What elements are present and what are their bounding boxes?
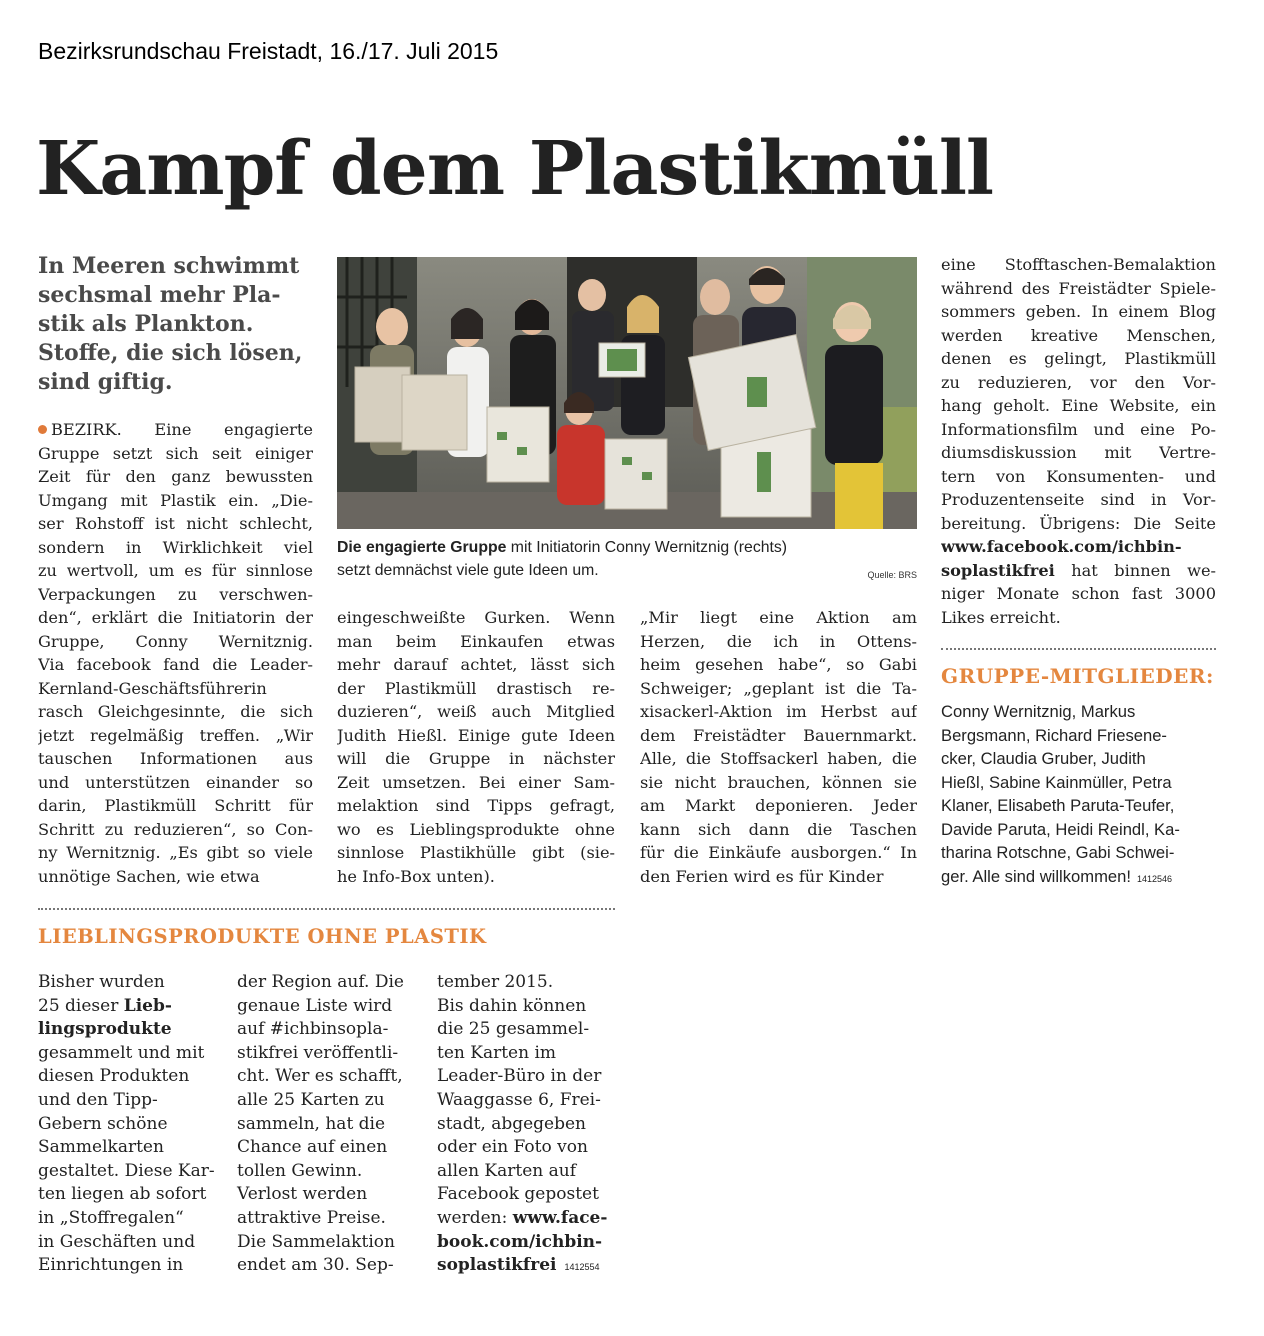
- box-col1-line: in Geschäften und: [38, 1231, 196, 1252]
- box-col2-line: sammeln, hat die: [237, 1113, 386, 1134]
- col2-lines-line: man beim Einkaufen etwas: [337, 631, 615, 651]
- box-col3-line: tember 2015.: [437, 972, 554, 992]
- box-col2-line: Die Sammelaktion: [237, 1231, 395, 1252]
- col2-lines-line: Judith Hießl. Einige gute Ideen: [337, 725, 615, 745]
- box-col1-line: diesen Produkten: [38, 1066, 190, 1087]
- box-col3-line: Bis dahin können: [437, 995, 587, 1016]
- col1-lines-line: Verpackungen zu verschwen-: [38, 584, 313, 604]
- col3-lines-line: Alle, die Stoffsackerl haben, die: [640, 749, 917, 768]
- lead-text: [38, 252, 320, 397]
- box-code: 1412554: [564, 1262, 600, 1273]
- col3-lines-line: kann sich dann die Taschen: [640, 819, 917, 839]
- box-col1-line: Bisher wurden: [38, 972, 165, 992]
- members-lines-line: tharina Rotschne, Gabi Schwei-: [941, 843, 1175, 862]
- col4-lines-line: werden kreative Menschen,: [941, 325, 1216, 345]
- col4-lines-line: diumsdiskussion mit Vertre-: [941, 443, 1216, 462]
- lead-line: sind giftig.: [38, 369, 173, 395]
- box-col2-line: stikfrei veröffentli-: [237, 1042, 399, 1063]
- col4-lines-line: Produzentenseite sind in Vor-: [941, 490, 1216, 509]
- article-column-3: [640, 606, 917, 888]
- col4-lines-line: zu reduzieren, vor den Vor-: [941, 372, 1216, 392]
- box-col3-line: die 25 gesammel-: [437, 1019, 590, 1040]
- members-list: [941, 700, 1221, 891]
- members-lines-line: cker, Claudia Gruber, Judith: [941, 749, 1146, 768]
- headline: Kampf dem Plastikmüll: [36, 126, 994, 212]
- col1-lines-line: unnötige Sachen, wie etwa: [38, 866, 260, 886]
- col3-lines-line: „Mir liegt eine Aktion am: [640, 608, 917, 627]
- box-divider: [38, 908, 615, 910]
- col1-lines-line: darin, Plastikmüll Schritt für: [38, 796, 313, 815]
- col1-lines-line: ny Wernitznig. „Es gibt so viele: [38, 843, 313, 862]
- col4-lines-line: Informationsfilm und eine Po-: [941, 419, 1216, 439]
- col1-lines-line: rasch Gleichgesinnte, die sich: [38, 702, 313, 721]
- col3-lines-line: Schweiger; „geplant ist die Ta-: [640, 678, 917, 698]
- col4-lines-line: denen es gelingt, Plastikmüll: [941, 349, 1216, 368]
- box-col3-line: book.com/ichbin-: [437, 1231, 603, 1252]
- box-col2-line: cht. Wer es schafft,: [237, 1066, 403, 1087]
- col1-lines-line: Umgang mit Plastik ein. „Die-: [38, 490, 313, 510]
- box-col2-line: der Region auf. Die: [237, 972, 404, 992]
- col1-lines-line: Via facebook fand die Leader-: [38, 655, 313, 674]
- col4-lines-line: während des Freistädter Spiele-: [941, 278, 1216, 298]
- members-lines-line: Klaner, Elisabeth Paruta-Teufer,: [941, 796, 1175, 815]
- box-col2-line: attraktive Preise.: [237, 1207, 386, 1228]
- col1-lines-line: jetzt regelmäßig treffen. „Wir: [38, 725, 313, 745]
- box-col1-line: gestaltet. Diese Kar-: [38, 1160, 215, 1181]
- col1-lines-line: sondern in Wirklichkeit viel: [38, 537, 313, 557]
- box-col1-line: in „Stoffregalen“: [38, 1207, 184, 1228]
- box-col3-line: allen Karten auf: [437, 1160, 577, 1181]
- col1-lines-line: zu wertvoll, um es für sinnlose: [38, 561, 313, 580]
- box-col3-line: oder ein Foto von: [437, 1137, 588, 1158]
- box-col3-line: soplastikfrei 1412554: [437, 1255, 600, 1276]
- box-col2-line: auf #ichbinsopla-: [237, 1019, 389, 1040]
- col4-lines-line: hang geholt. Eine Website, ein: [941, 396, 1216, 415]
- col4-lines-line: tern von Konsumenten- und: [941, 466, 1216, 486]
- lead-line: Stoffe, die sich lösen,: [38, 340, 303, 366]
- members-lines-line: Conny Wernitznig, Markus: [941, 702, 1136, 721]
- box-col1-line: 25 dieser Lieb-: [38, 995, 172, 1016]
- col3-lines-line: den Ferien wird es für Kinder: [640, 866, 884, 886]
- photo-caption: [337, 536, 922, 582]
- col2-lines-line: eingeschweißte Gurken. Wenn: [337, 608, 615, 627]
- caption-line2: setzt demnächst viele gute Ideen um.: [337, 562, 599, 579]
- col1-lines-line: [38, 418, 313, 442]
- box-col2-line: tollen Gewinn.: [237, 1160, 363, 1181]
- box-col3-line: stadt, abgegeben: [437, 1113, 587, 1134]
- box-col3-line: ten Karten im: [437, 1042, 557, 1063]
- col3-lines-line: am Markt deponieren. Jeder: [640, 796, 917, 815]
- box-col3-line: Waaggasse 6, Frei-: [437, 1089, 601, 1110]
- col4-lines-line: sommers geben. In einem Blog: [941, 302, 1216, 321]
- col1-lines-line: und unterstützen einander so: [38, 772, 313, 792]
- lead-line: stik als Plankton.: [38, 311, 254, 337]
- col1-lines-line: ser Rohstoff ist nicht schlecht,: [38, 514, 313, 533]
- article-column-4: [941, 253, 1216, 629]
- col2-lines-line: will die Gruppe in nächster: [337, 749, 615, 768]
- col2-lines-line: duzieren“, weiß auch Mitglied: [337, 702, 615, 721]
- lead-line: sechsmal mehr Pla-: [38, 282, 281, 308]
- col4-lines-line: eine Stofftaschen-Bemalaktion: [941, 255, 1216, 274]
- article-column-1: [38, 418, 313, 888]
- members-heading: GRUPPE-MITGLIEDER:: [941, 664, 1214, 688]
- col1-lines-line: Zeit für den ganz bewussten: [38, 467, 313, 486]
- col4-lines-line: www.facebook.com/ichbin-: [941, 537, 1182, 556]
- photo-credit: Quelle: BRS: [867, 570, 917, 580]
- box-col1-line: Einrichtungen in: [38, 1255, 184, 1276]
- box-col1-line: Sammelkarten: [38, 1137, 164, 1158]
- col2-lines-line: he Info-Box unten).: [337, 866, 495, 886]
- box-col2-line: Verlost werden: [237, 1184, 368, 1205]
- box-col2-line: alle 25 Karten zu: [237, 1089, 385, 1110]
- box-col1-line: und den Tipp-: [38, 1089, 158, 1110]
- members-divider: [941, 648, 1216, 650]
- box-heading: LIEBLINGSPRODUKTE OHNE PLASTIK: [38, 925, 487, 948]
- col2-lines-line: wo es Lieblingsprodukte ohne: [337, 819, 615, 839]
- col2-lines-line: der Plastikmüll drastisch re-: [337, 678, 615, 698]
- col4-lines-line: niger Monate schon fast 3000: [941, 584, 1216, 603]
- bullet-icon: [38, 425, 47, 434]
- box-col1-line: gesammelt und mit: [38, 1042, 205, 1063]
- members-code: 1412546: [1137, 873, 1173, 884]
- col4-lines-line: soplastikfrei hat binnen we-: [941, 560, 1216, 580]
- caption-bold: Die engagierte Gruppe: [337, 539, 507, 556]
- article-column-2: [337, 606, 615, 888]
- box-column-1: [38, 971, 223, 1278]
- col4-lines-line: Likes erreicht.: [941, 607, 1061, 627]
- box-col3-line: werden: www.face-: [437, 1207, 608, 1228]
- group-photo-illustration: [337, 257, 917, 529]
- members-lines-line: Bergsmann, Richard Friesene-: [941, 725, 1167, 745]
- members-lines-line: ger. Alle sind willkommen! 1412546: [941, 866, 1173, 886]
- members-lines-line: Hießl, Sabine Kainmüller, Petra: [941, 772, 1172, 792]
- members-lines-line: Davide Paruta, Heidi Reindl, Ka-: [941, 819, 1180, 839]
- col1-lines-line: tauschen Informationen aus: [38, 749, 313, 768]
- col3-lines-line: xisackerl-Aktion im Herbst auf: [640, 702, 917, 721]
- box-col3-line: Leader-Büro in der: [437, 1066, 602, 1087]
- group-photo: [337, 257, 917, 529]
- box-col3-line: Facebook gepostet: [437, 1184, 599, 1205]
- box-col1-line: lingsprodukte: [38, 1019, 172, 1040]
- box-column-2: [237, 971, 422, 1278]
- source-line: Bezirksrundschau Freistadt, 16./17. Juli 2015: [38, 38, 499, 64]
- col3-lines-line: sie nicht brauchen, können sie: [640, 772, 917, 792]
- col3-lines-line: dem Freistädter Bauernmarkt.: [640, 725, 917, 745]
- col1-lines-line: den“, erklärt die Initiatorin der: [38, 608, 313, 627]
- col4-lines-line: bereitung. Übrigens: Die Seite: [941, 513, 1216, 533]
- box-col2-line: Chance auf einen: [237, 1137, 388, 1158]
- col3-lines-line: für die Einkäufe ausborgen.“ In: [640, 843, 917, 862]
- first-line-text: BEZIRK. Eine engagierte: [51, 420, 313, 439]
- col2-lines-line: mehr darauf achtet, lässt sich: [337, 655, 615, 674]
- box-col2-line: genaue Liste wird: [237, 995, 393, 1016]
- col1-lines-line: Schritt zu reduzieren“, so Con-: [38, 819, 313, 839]
- box-col1-line: ten liegen ab sofort: [38, 1184, 207, 1205]
- col2-lines-line: Zeit umsetzen. Bei einer Sam-: [337, 772, 615, 792]
- caption-line1: mit Initiatorin Conny Wernitznig (rechts): [506, 539, 788, 556]
- col1-lines-line: Kernland-Geschäftsführerin: [38, 678, 267, 698]
- col2-lines-line: sinnlose Plastikhülle gibt (sie-: [337, 843, 615, 862]
- box-col2-line: endet am 30. Sep-: [237, 1255, 394, 1276]
- col2-lines-line: melaktion sind Tipps gefragt,: [337, 796, 615, 815]
- box-column-3: [437, 971, 622, 1280]
- box-col1-line: Gebern schöne: [38, 1113, 168, 1134]
- col1-lines-line: Gruppe setzt sich seit einiger: [38, 443, 313, 463]
- lead-line: In Meeren schwimmt: [38, 253, 300, 279]
- col3-lines-line: heim gesehen habe“, so Gabi: [640, 655, 917, 674]
- col3-lines-line: Herzen, die ich in Ottens-: [640, 631, 917, 651]
- col1-lines-line: Gruppe, Conny Wernitznig.: [38, 631, 313, 651]
